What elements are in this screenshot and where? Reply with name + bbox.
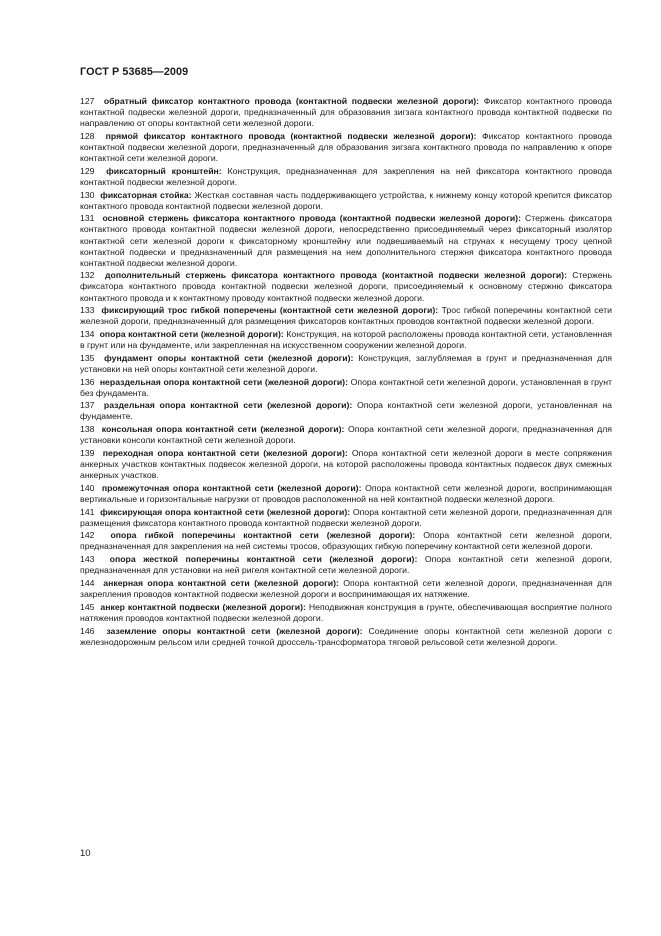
term-definition: Конструкция, предназначенная для закрепления на ней фиксатора контактного провода контактной подвески железной дороги. — [80, 165, 613, 187]
term-title: фиксаторная стойка: — [100, 189, 192, 200]
term-definition: Опора контактной сети железной дороги, предназначенная для закрепления на ней системы тросов, образующих гибкую поперечину контактной сети железной дороги. — [80, 530, 612, 552]
term-entry-140 — [80, 483, 612, 505]
term-number: 129 — [80, 165, 95, 176]
term-title: промежуточная опора контактной сети (железной дороги): — [101, 482, 362, 493]
term-title: нераздельная опора контактной сети (железной дороги): — [99, 376, 348, 387]
term-number: 146 — [80, 625, 95, 636]
term-definition: Фиксатор контактного провода контактной подвески железной дороги, предназначенный для образования зигзага контактного провода по направлению к опоре контактной сети железной дороги. — [80, 130, 613, 164]
term-title: консольная опора контактной сети (железной дороги): — [101, 424, 345, 435]
term-number: 139 — [80, 447, 95, 458]
term-entry-132 — [80, 270, 612, 303]
term-definition: Фиксатор контактного провода контактной подвески железной дороги, предназначенный для образования зигзага контактного провода контактной подвески по направлению от опоры контактной сети железной дороги. — [80, 96, 612, 129]
term-title: раздельная опора контактной сети (железной дороги): — [103, 400, 353, 411]
term-entry-141 — [80, 507, 612, 529]
term-number: 131 — [80, 213, 95, 224]
term-entry-139 — [80, 448, 612, 481]
term-entry-128 — [80, 131, 612, 164]
term-title: основной стержень фиксатора контактного провода (контактной подвески железной дороги): — [102, 213, 521, 224]
term-definition: Опора контактной сети железной дороги, предназначенная для установки консоли контактной сети железной дороги. — [80, 424, 612, 446]
term-definition: Стержень фиксатора контактного провода контактной подвески железной дороги, присоединяемый к основному стержню фиксатора контактного провода и к контактному проводу контактной подвески железной дороги. — [80, 270, 613, 303]
term-number: 142 — [80, 530, 95, 541]
term-number: 132 — [80, 270, 95, 281]
page-number: 10 — [80, 848, 91, 859]
term-number: 128 — [80, 130, 95, 141]
term-definition: Опора контактной сети железной дороги, предназначенная для закрепления проводов контактной подвески железной дороги и воспринимающая их натяжение. — [80, 577, 613, 600]
term-title: опора гибкой поперечины контактной сети (железной дороги): — [110, 530, 416, 541]
term-definition: Стержень фиксатора контактного провода контактной подвески железной дороги, непосредственно присоединяемый через фиксаторный изолятор контактной сети железной дороги к фиксаторному кронштейну или подвешиваемый на струнах к несущему тросу цепной контактной подвески и предназначенный для размещения на нем дополнительного стержня фиксатора контактного провода контактной подвески железной дороги. — [80, 213, 612, 268]
term-number: 141 — [80, 506, 95, 517]
term-title: анкерная опора контактной сети (железной дороги): — [103, 577, 339, 588]
term-definition: Опора контактной сети железной дороги в месте сопряжения анкерных участков контактных подвесок железной дороги, на которой расположены провода контактных подвесок двух смежных анкерных участков. — [80, 447, 612, 481]
term-entry-130 — [80, 190, 612, 212]
term-entry-143 — [80, 554, 612, 576]
term-entry-142 — [80, 530, 612, 552]
term-definition: Соединение опоры контактной сети железной дороги с железнодорожным рельсом или средней точкой дроссель-трансформатора тяговой рельсовой сети железной дороги. — [80, 625, 612, 647]
term-number: 127 — [80, 96, 95, 106]
term-entry-134 — [80, 329, 612, 351]
term-entry-137 — [80, 400, 612, 422]
term-title: прямой фиксатор контактного провода (контактной подвески железной дороги): — [105, 130, 477, 141]
term-definition: Неподвижная конструкция в грунте, обеспечивающая восприятие полного натяжения проводов контактной подвески железной дороги. — [80, 601, 613, 623]
term-entry-131 — [80, 213, 612, 268]
term-number: 134 — [80, 329, 95, 340]
term-definition: Опора контактной сети железной дороги, установленная на фундаменте. — [80, 400, 612, 422]
term-number: 130 — [80, 189, 95, 200]
term-title: обратный фиксатор контактного провода (контактной подвески железной дороги): — [103, 96, 480, 106]
term-title: фиксирующая опора контактной сети (железной дороги): — [100, 506, 351, 517]
term-definition: Опора контактной сети железной дороги, установленная в грунт без фундамента. — [80, 376, 612, 398]
term-number: 137 — [80, 400, 95, 411]
term-entry-145 — [80, 602, 612, 624]
term-number: 133 — [80, 305, 95, 316]
term-definition: Опора контактной сети железной дороги, предназначенная для размещения фиксатора контактного провода контактной подвески железной дороги. — [80, 506, 613, 528]
term-entry-127 — [80, 96, 612, 129]
term-title: фиксирующий трос гибкой поперечены (контактной сети железной дороги): — [101, 305, 439, 316]
term-title: заземление опоры контактной сети (железной дороги): — [106, 625, 363, 636]
term-definition: Жесткая составная часть поддерживающего устройства, к нижнему концу которой крепится фиксатор контактного провода контактной подвески железной дороги. — [80, 189, 613, 211]
term-title: фиксаторный кронштейн: — [106, 165, 222, 176]
term-definition: Конструкция, на которой расположены провода контактной сети, установленная в грунт или на фундаменте, или закрепленная на искусственном сооружении железной дороги. — [80, 329, 612, 351]
term-entry-138 — [80, 424, 612, 446]
term-number: 140 — [80, 482, 95, 493]
term-number: 135 — [80, 352, 95, 363]
term-entry-144 — [80, 578, 612, 600]
term-number: 143 — [80, 554, 95, 565]
term-entry-135 — [80, 353, 612, 375]
term-title: опора контактной сети (железной дороги): — [99, 329, 284, 340]
term-definition: Конструкция, заглубляемая в грунт и предназначенная для установки на ней опоры контактной сети железной дороги. — [80, 352, 612, 374]
term-title: переходная опора контактной сети (железной дороги): — [102, 447, 348, 458]
term-entry-133 — [80, 305, 612, 327]
term-number: 145 — [80, 601, 95, 612]
terms-list — [80, 96, 612, 649]
term-title: анкер контактной подвески (железной дороги): — [100, 601, 306, 612]
term-definition: Опора контактной сети железной дороги, предназначенная для установки на ней ригеля контактной сети железной дороги. — [80, 554, 613, 576]
term-number: 138 — [80, 424, 95, 435]
document-header: ГОСТ Р 53685—2009 — [80, 66, 189, 78]
term-definition: Трос гибкой поперечины контактной сети железной дороги, предназначенный для размещения фиксаторов контактных проводов контактной подвески железной дороги. — [80, 305, 612, 327]
term-entry-129 — [80, 166, 612, 188]
term-title: опора жесткой поперечины контактной сети (железной дороги): — [109, 554, 418, 565]
term-number: 136 — [80, 376, 95, 387]
term-entry-136 — [80, 377, 612, 399]
term-title: дополнительный стержень фиксатора контактного провода (контактной подвески железной дороги): — [105, 270, 567, 281]
term-number: 144 — [80, 577, 95, 588]
term-definition: Опора контактной сети железной дороги, воспринимающая вертикальные и горизонтальные нагрузки от проводов расположенной на ней контактной подвески железной дороги. — [80, 482, 612, 504]
term-title: фундамент опоры контактной сети (железной дороги): — [104, 352, 354, 363]
term-entry-146 — [80, 626, 612, 648]
